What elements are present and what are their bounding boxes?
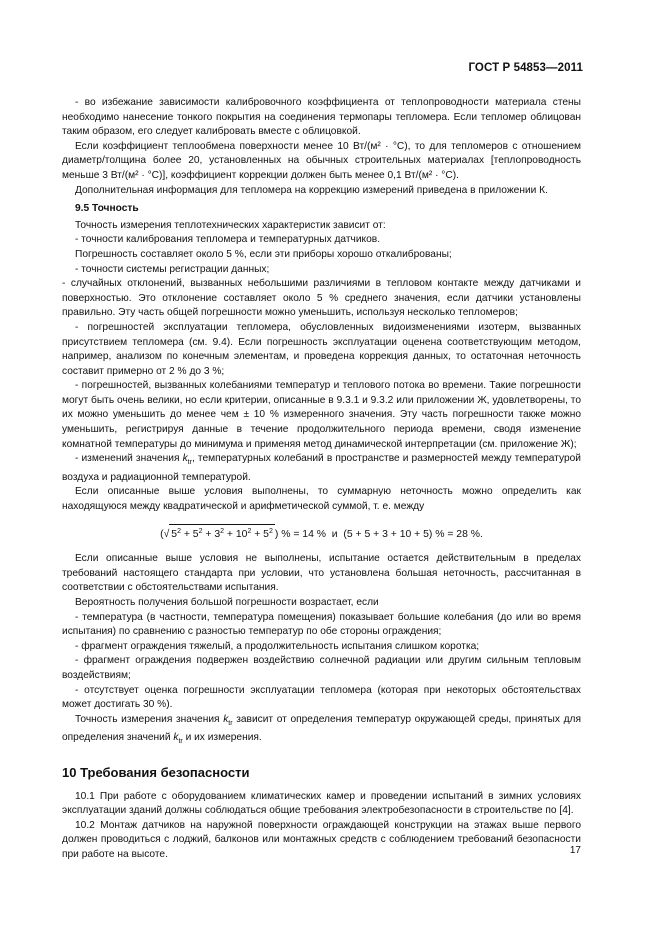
sqrt-sign: √ (163, 528, 170, 540)
formula: (√ $5^2 + 5^2 + 3^2 + 10^2 + 5^2$ ) % = 14 % и (5 + 5 + 3 + 10 + 5) % = 28 %. (62, 524, 581, 543)
paragraph-k-tr: Точность измерения значения $k_{tr}$ зависит от определения температур окружающей среды, принятых для определения значений $k_{tr}$ и их измерения. (62, 713, 581, 746)
radicand: $5^2 + 5^2 + 3^2 + 10^2 + 5^2$ (169, 524, 275, 541)
paragraph: 10.2 Монтаж датчиков на наружной поверхности ограждающей конструкции на этажах выше первого должен проводиться с лоджий, балконов или монтажных средств с соблюдением требований безопасности при работе на высоте. (62, 819, 581, 860)
list-item: - фрагмент ограждения тяжелый, а продолжительность испытания слишком коротка; (75, 640, 480, 652)
symbol-subscript: tr (187, 459, 192, 467)
list-item-k-tr: - изменений значения $k_{tr}$, температурных колебаний в пространстве и размерностей между температурой воздуха и радиационной температурой. (62, 453, 581, 483)
list-item: - точности калибрования тепломера и температурных датчиков. (75, 234, 381, 246)
paragraph: Если коэффициент теплообмена поверхности менее 10 Вт/(м² · °С), то для тепломеров с отношением диаметр/толщина более 20, установленных на обычных строительных материалах [теплопроводность меньше 3 Вт/(м² · °С)], коэффициент коррекции должен быть менее 0,1 Вт/(м² · °С). (62, 140, 581, 181)
symbol-subscript: tr (228, 719, 233, 727)
paragraph: Если описанные выше условия выполнены, то суммарную неточность можно определить как находящуюся между квадратической и арифметической суммой, т. е. между (62, 486, 581, 513)
symbol-k: k (223, 713, 229, 725)
list-item: - температура (в частности, температура помещения) показывает большие колебания (до или во время испытания) по сравнению с разностью температур по обе стороны ограждения; (62, 611, 581, 638)
paragraph: Если описанные выше условия не выполнены, испытание остается действительным в пределах требований настоящего стандарта при условии, что установлена большая неточность, рассчитанная в соответствии с обстоятельствами испытания. (62, 553, 581, 594)
section-title: 10 Требования безопасности (62, 765, 250, 781)
paragraph: Погрешность составляет около 5 %, если эти приборы хорошо откалиброваны; (75, 248, 452, 260)
paragraph: - во избежание зависимости калибровочного коэффициента от теплопроводности материала стены необходимо нанесение тонкого покрытия на соединения термопары тепломера. Если тепломер облицован таким образом, его следует калибровать вместе с облицовкой. (62, 97, 581, 138)
paragraph: Вероятность получения большой погрешности возрастает, если (75, 597, 379, 609)
paragraph: Точность измерения теплотехнических характеристик зависит от: (75, 219, 386, 231)
symbol-subscript: tr (178, 738, 183, 746)
list-item: - отсутствует оценка погрешности эксплуатации тепломера (которая при некоторых обстоятельствах может достигать 30 %). (62, 684, 581, 711)
list-item: - фрагмент ограждения подвержен воздействию солнечной радиации или другим сильным тепловым воздействиям; (62, 655, 581, 681)
symbol-k: k (182, 453, 188, 465)
list-item: - погрешностей, вызванных колебаниями температур и теплового потока во времени. Такие погрешности могут быть очень велики, но если критерии, описанные в 9.3.1 и 9.3.2 или приложении Ж, удовлетворены, то их можно уменьшить до менее чем ± 10 % измеренного значения. Эту часть погрешности также можно уменьшить, регистрируя данные в течение продолжительного периода времени, сводя изменение комнатной температуры до минимума и применяя метод динамической интерпретации (см. приложение Ж); (62, 380, 581, 450)
page-number: 17 (569, 845, 581, 856)
paragraph: Дополнительная информация для тепломера на коррекцию измерений приведена в приложении К. (75, 184, 548, 196)
list-item: - точности системы регистрации данных; (75, 263, 270, 275)
list-item: - случайных отклонений, вызванных небольшими различиями в тепловом контакте между датчиками и поверхностью. Это отклонение составляет около 5 % среднего значения, если датчики установлены правильно. Эту часть общей погрешности можно уменьшить, используя несколько тепломеров; (62, 278, 581, 319)
document-body (62, 96, 581, 863)
symbol-k: k (173, 732, 179, 744)
list-item: - погрешностей эксплуатации тепломера, обусловленных видоизменениями изотерм, вызванных присутствием тепломера (см. 9.4). Если погрешность эксплуатации оценена соответствующим методом, например, анализом по конечным элементам, и проведена коррекция данных, то остаточная неточность составит примерно от 2 % до 3 %; (62, 321, 581, 377)
subsection-title: 9.5 Точность (75, 203, 139, 215)
paragraph: 10.1 При работе с оборудованием климатических камер и проведении испытаний в зимних условиях эксплуатации зданий должны соблюдаться общие требования электробезопасности в строительстве по [4]. (62, 790, 581, 817)
document-header: ГОСТ Р 54853—2011 (468, 62, 583, 74)
